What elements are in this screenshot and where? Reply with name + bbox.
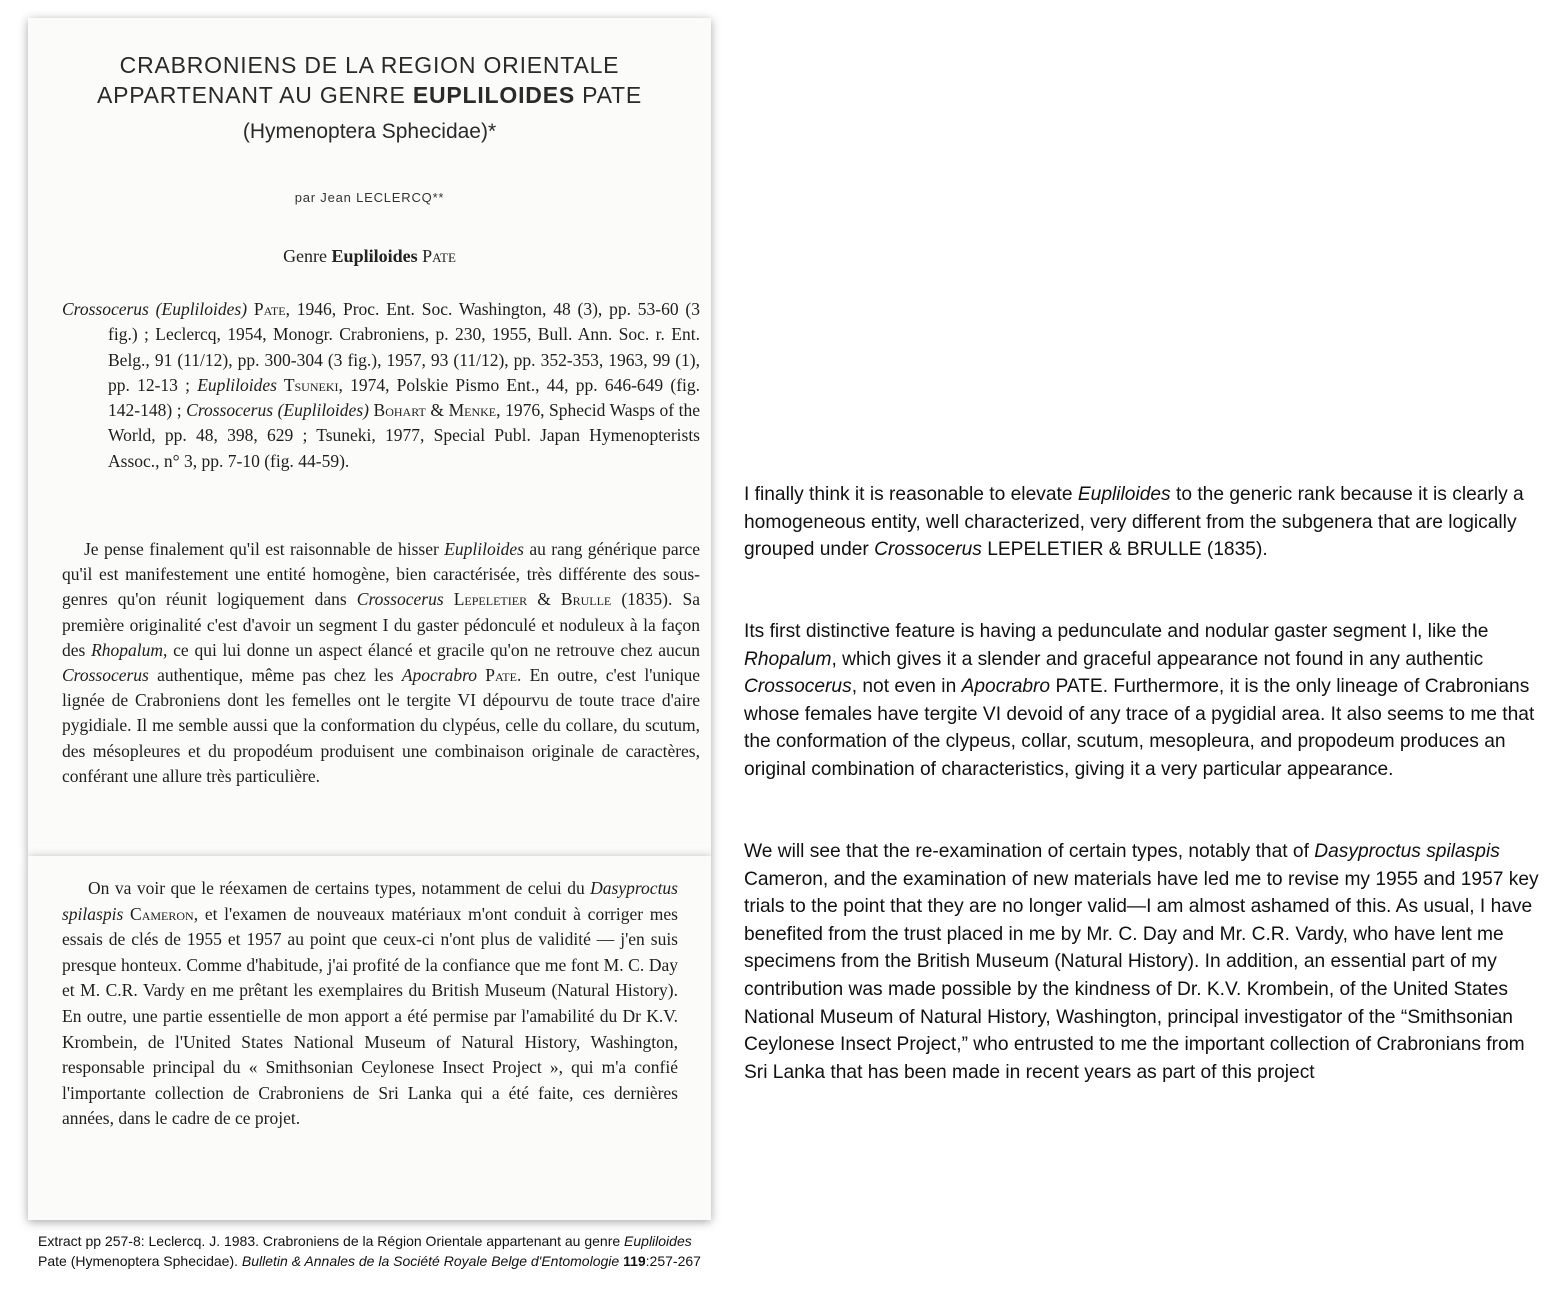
text: LEPELETIER & BRULLE (1835). <box>981 539 1268 561</box>
text: , not even in <box>851 676 962 698</box>
taxon-author: Pate <box>477 665 517 686</box>
scanned-page-bottom <box>28 856 711 1220</box>
text: authentique, même pas chez les <box>148 665 402 686</box>
taxon-author: Bohart & Menke <box>368 400 497 421</box>
article-title-line-1 <box>28 52 711 79</box>
genus-author: Pate <box>422 246 456 266</box>
genus-name: EUPLILOIDES <box>412 82 575 108</box>
taxon-author: Pate <box>247 299 286 319</box>
translation-paragraph-3 <box>744 838 1544 1086</box>
reference-text: , 1976, Sphecid Wasps of the World, pp. 48, 398, 629 ; Tsuneki, 1977, Special Publ. Japan Hymenopterists Assoc., n° 3, pp. 7-10 (fig. 44-59). <box>108 400 700 471</box>
journal-title: Bulletin & Annales de la Société Royale Belge d'Entomologie <box>241 1253 620 1269</box>
text: :257-267 <box>645 1253 701 1269</box>
taxon: Rhopalum <box>91 639 164 660</box>
taxon: Apocrabro <box>401 665 477 686</box>
title-text: APPARTENANT AU GENRE <box>96 82 413 108</box>
text: , et l'examen de nouveaux matériaux m'ont conduit à corriger mes essais de clés de 1955 et 1957 au point que ceux-ci n'ont plus de validité — j'en suis presque honteux. Comme d'habitude, j'ai profité de la confiance que me font M. C. Day et M. C.R. Vardy en me prêtant les exemplaires du British Museum (Natural History). En outre, une partie essentielle de mon apport a été permise par l'amabilité du Dr K.V. Krombein, de l'United States National Museum of Natural History, Washington, responsable principal du « Smithsonian Ceylonese Insect Project », qui m'a confié l'importante collection de Crabroniens de Sri Lanka qui a été faite, ces dernières années, dans le cadre de ce projet. <box>62 903 678 1129</box>
taxon: Dasyproctus spilaspis <box>62 878 678 924</box>
text: , ce qui lui donne un aspect élancé et gracile qu'on ne retrouve chez aucun <box>163 639 700 660</box>
reference-text: , 1946, Proc. Ent. Soc. Washington, 48 (3), pp. 53-60 (3 fig.) ; Leclercq, 1954, Monogr. Crabroniens, p. 230, 1955, Bull. Ann. Soc. r. Ent. Belg., 91 (11/12), pp. 300-304 (3 fig.), 1957, 93 (11/12), pp. 352-353, 1963, 99 (1), pp. 12-13 ; <box>108 299 700 395</box>
taxon-author: Tsuneki <box>276 374 339 395</box>
taxon: Crossocerus (Eupliloides) <box>62 299 248 319</box>
genus-name: Eupliloides <box>331 246 418 266</box>
text: au rang générique parce qu'il est manifestement une entité homogène, bien caractérisée, très différente des sous-genres qu'on réunit logiquement dans <box>62 539 700 610</box>
text: , which gives it a slender and graceful appearance not found in any authentic <box>831 648 1484 670</box>
text: Pate (Hymenoptera Sphecidae). <box>38 1253 242 1269</box>
taxon: Dasyproctus spilaspis <box>1314 841 1500 862</box>
text: Extract pp 257-8: Leclercq. J. 1983. Crabroniens de la Région Orientale appartenant au genre <box>38 1233 625 1249</box>
article-subtitle: (Hymenoptera Sphecidae)* <box>242 120 497 143</box>
text: On va voir que le réexamen de certains types, notamment de celui du <box>88 878 591 898</box>
genre-heading <box>28 246 711 267</box>
text: We will see that the re-examination of certain types, notably that of <box>744 841 1315 862</box>
taxon: Crossocerus <box>62 665 149 686</box>
translation-paragraph-1 <box>744 481 1544 564</box>
scanned-page-top <box>28 18 711 856</box>
article-title-line-2 <box>28 82 711 109</box>
title-text: CRABRONIENS DE LA REGION ORIENTALE <box>119 52 620 78</box>
taxon: Crossocerus <box>356 589 444 610</box>
taxon: Eupliloides <box>624 1233 692 1249</box>
taxon: Crossocerus <box>874 539 982 561</box>
reference-text: , 1974, Polskie Pismo Ent., 44, pp. 646-649 (fig. 142-148) ; <box>108 374 701 421</box>
genre-label: Genre <box>283 246 332 266</box>
text: Cameron, and the examination of new materials have led me to revise my 1955 and 1957 key trials to the point that they are no longer valid—I am almost ashamed of this. As usual, I have benefited from the trust placed in me by Mr. C. Day and Mr. C.R. Vardy, who have lent me specimens from the British Museum (Natural History). In addition, an essential part of my contribution was made possible by the kindness of Dr. K.V. Krombein, of the United States National Museum of Natural History, Washington, principal investigator of the “Smithsonian Ceylonese Insect Project,” who entrusted to me the important collection of Crabronians from Sri Lanka that has been made in recent years as part of this project <box>744 868 1539 1083</box>
taxon: Crossocerus <box>744 676 852 698</box>
text: . En outre, c'est l'unique lignée de Crabroniens dont les femelles ont le tergite VI dépourvu de toute trace d'aire pygidiale. Il me semble aussi que la conformation du clypéus, celle du collare, du scutum, des mésopleures et du propodéum produisent une combinaison originale de caractères, conférant une allure très particulière. <box>62 665 700 786</box>
taxon-author: Cameron <box>123 903 194 924</box>
taxon-author: Lepeletier & Brulle <box>443 589 612 610</box>
french-paragraph-2 <box>62 876 678 1132</box>
volume-number: 119 <box>623 1253 646 1269</box>
taxon: Crossocerus (Eupliloides) <box>186 400 369 421</box>
text: Je pense finalement qu'il est raisonnable de hisser <box>84 539 445 559</box>
text: to the generic rank because it is clearly a homogeneous entity, well characterized, very different from the subgenera that are logically grouped under <box>744 484 1524 561</box>
article-author: par Jean LECLERCQ** <box>294 190 445 205</box>
taxon: Eupliloides <box>1077 484 1171 505</box>
taxon: Eupliloides <box>444 539 524 559</box>
translation-paragraph-2 <box>744 618 1544 784</box>
citation-caption <box>38 1231 718 1271</box>
taxon: Rhopalum <box>744 648 832 670</box>
text: I finally think it is reasonable to elevate <box>744 484 1078 505</box>
text: Its first distinctive feature is having a pedunculate and nodular gaster segment I, like the <box>744 621 1489 642</box>
french-paragraph-1 <box>62 537 700 851</box>
synonymy-paragraph <box>62 297 700 474</box>
title-text: PATE <box>574 82 643 108</box>
taxon: Eupliloides <box>197 374 277 395</box>
taxon: Apocrabro <box>961 676 1051 698</box>
text: PATE. Furthermore, it is the only lineage of Crabronians whose females have tergite VI devoid of any trace of a pygidial area. It also seems to me that the conformation of the clypeus, collar, scutum, mesopleura, and propodeum produces an original combination of characteristics, giving it a very particular appearance. <box>744 676 1535 780</box>
text: (1835). Sa première originalité c'est d'avoir un segment I du gaster pédonculé et noduleux à la façon des <box>62 589 700 660</box>
